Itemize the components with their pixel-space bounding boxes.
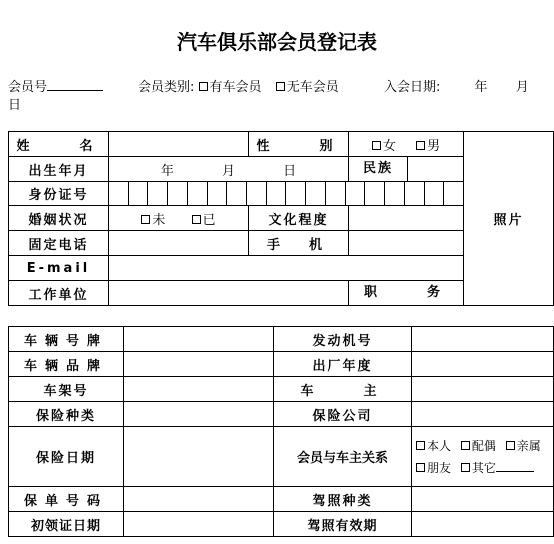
insurance-type-label: 保险种类 [9,402,124,427]
rel-self-checkbox[interactable] [416,441,425,450]
first-license-input[interactable] [124,512,274,537]
female-checkbox[interactable] [372,141,381,150]
insurance-date-label: 保险日期 [9,427,124,487]
member-no-field[interactable] [8,76,103,95]
birth-day: 日 [283,163,297,179]
gender-label: 性 别 [249,132,349,157]
unmarried-label: 未 [152,212,166,228]
rel-other-blank[interactable] [496,461,534,472]
relation-options [412,427,554,487]
female-label: 女 [382,138,396,154]
email-input[interactable] [109,256,464,281]
frame-label: 车架号 [9,377,124,402]
birth-year: 年 [160,163,174,179]
male-checkbox[interactable] [416,141,425,150]
insurance-type-input[interactable] [124,402,274,427]
policy-no-label: 保单号码 [9,487,124,512]
birth-month: 月 [221,163,235,179]
year-made-label: 出厂年度 [274,352,412,377]
insurance-date-input[interactable] [124,427,274,487]
owner-input[interactable] [412,377,554,402]
marital-options [109,206,249,231]
mobile-input[interactable] [349,231,464,256]
rel-other-label: 其它 [471,460,496,475]
license-type-input[interactable] [412,487,554,512]
name-label: 姓 名 [9,132,109,157]
position-cell [349,281,464,306]
no-car-label: 无车会员 [286,80,339,95]
license-valid-input[interactable] [412,512,554,537]
education-label: 文化程度 [249,206,349,231]
id-number-label: 身份证号 [9,182,109,206]
gender-options [349,132,464,157]
marital-label: 婚姻状况 [9,206,109,231]
has-car-checkbox[interactable] [199,82,208,91]
engine-input[interactable] [412,327,554,352]
no-car-checkbox[interactable] [276,82,285,91]
photo-box[interactable]: 照片 [464,132,554,306]
rel-relative-checkbox[interactable] [506,441,515,450]
year-made-input[interactable] [412,352,554,377]
rel-friend-checkbox[interactable] [416,463,425,472]
rel-self-label: 本人 [427,438,452,453]
has-car-label: 有车会员 [209,80,262,95]
plate-label: 车辆号牌 [9,327,124,352]
ethnicity-label: 民族 [349,157,408,181]
phone-input[interactable] [109,231,249,256]
unmarried-checkbox[interactable] [141,215,150,224]
join-date-label: 入会日期: [384,80,441,95]
member-type-field [138,76,339,95]
email-label: E-mail [9,256,109,281]
frame-input[interactable] [124,377,274,402]
birth-input[interactable] [109,157,349,182]
owner-label: 车 主 [274,377,412,402]
insurance-company-input[interactable] [412,402,554,427]
rel-other-checkbox[interactable] [461,463,470,472]
workplace-input[interactable] [109,281,349,306]
rel-spouse-checkbox[interactable] [461,441,470,450]
member-no-blank[interactable] [47,78,103,91]
married-label: 已 [202,212,216,228]
position-label: 职 务 [363,285,448,300]
join-date-field[interactable] [384,76,529,95]
member-type-label: 会员类别: [138,80,195,95]
join-year: 年 [474,80,488,95]
first-license-label: 初领证日期 [9,512,124,537]
join-day: 日 [8,98,22,113]
rel-spouse-label: 配偶 [471,438,496,453]
license-type-label: 驾照种类 [274,487,412,512]
id-number-input[interactable] [109,182,464,206]
name-input[interactable] [109,132,249,157]
rel-relative-label: 亲属 [516,438,541,453]
brand-label: 车辆品牌 [9,352,124,377]
insurance-company-label: 保险公司 [274,402,412,427]
personal-info-table [8,131,554,306]
phone-label: 固定电话 [9,231,109,256]
plate-input[interactable] [124,327,274,352]
policy-no-input[interactable] [124,487,274,512]
ethnicity-cell [349,157,464,182]
relation-label: 会员与车主关系 [274,427,412,487]
engine-label: 发动机号 [274,327,412,352]
workplace-label: 工作单位 [9,281,109,306]
rel-friend-label: 朋友 [427,460,452,475]
license-valid-label: 驾照有效期 [274,512,412,537]
education-input[interactable] [349,206,464,231]
vehicle-info-table [8,326,554,537]
brand-input[interactable] [124,352,274,377]
form-title: 汽车俱乐部会员登记表 [177,30,377,54]
member-no-label: 会员号 [8,80,48,95]
ethnicity-input[interactable] [408,157,463,181]
birth-label: 出生年月 [9,157,109,182]
mobile-label: 手 机 [249,231,349,256]
join-month: 月 [515,80,529,95]
married-checkbox[interactable] [192,215,201,224]
male-label: 男 [427,138,441,154]
